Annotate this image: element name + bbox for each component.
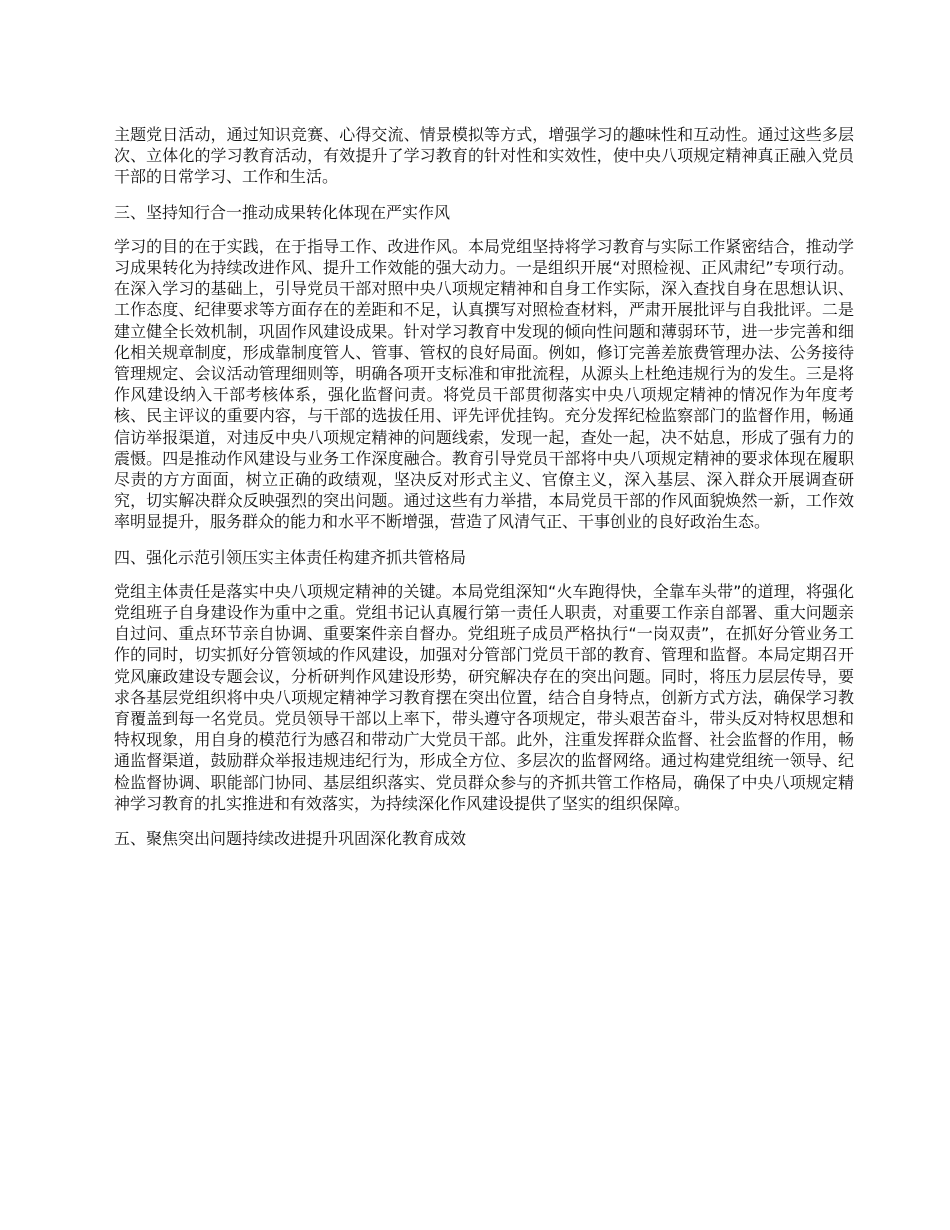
heading-section-5: 五、聚焦突出问题持续改进提升巩固深化教育成效 [114,829,467,849]
paragraph-study-activities: 主题党日活动，通过知识竞赛、心得交流、情景模拟等方式，增强学习的趣味性和互动性。通过这些多层次、立体化的学习教育活动，有效提升了学习教育的针对性和实效性，使中央八项规定精神真正融入党员干部的日常学习、工作和生活。 [114,125,854,187]
heading-section-3: 三、坚持知行合一推动成果转化体现在严实作风 [114,202,451,222]
heading-section-4: 四、强化示范引领压实主体责任构建齐抓共管格局 [114,547,467,567]
document-page [114,124,854,849]
paragraph-section-4-body: 党组主体责任是落实中央八项规定精神的关键。本局党组深知“火车跑得快，全靠车头带”的道理，将强化党组班子自身建设作为重中之重。党组书记认真履行第一责任人职责，对重要工作亲自部署、重大问题亲自过问、重点环节亲自协调、重要案件亲自督办。党组班子成员严格执行“一岗双责”，在抓好分管业务工作的同时，切实抓好分管领域的作风建设，加强对分管部门党员干部的教育、管理和监督。本局定期召开党风廉政建设专题会议，分析研判作风建设形势，研究解决存在的突出问题。同时，将压力层层传导，要求各基层党组织将中央八项规定精神学习教育摆在突出位置，结合自身特点，创新方式方法，确保学习教育覆盖到每一名党员。党员领导干部以上率下，带头遵守各项规定，带头艰苦奋斗，带头反对特权思想和特权现象，用自身的模范行为感召和带动广大党员干部。此外，注重发挥群众监督、社会监督的作用，畅通监督渠道，鼓励群众举报违规违纪行为，形成全方位、多层次的监督网络。通过构建党组统一领导、纪检监督协调、职能部门协同、基层组织落实、党员群众参与的齐抓共管工作格局，确保了中央八项规定精神学习教育的扎实推进和有效落实，为持续深化作风建设提供了坚实的组织保障。 [114,581,854,813]
paragraph-section-3-body: 学习的目的在于实践，在于指导工作、改进作风。本局党组坚持将学习教育与实际工作紧密结合，推动学习成果转化为持续改进作风、提升工作效能的强大动力。一是组织开展“对照检视、正风肃纪”专项行动。在深入学习的基础上，引导党员干部对照中央八项规定精神和自身工作实际，深入查找自身在思想认识、工作态度、纪律要求等方面存在的差距和不足，认真撰写对照检查材料，严肃开展批评与自我批评。二是建立健全长效机制，巩固作风建设成果。针对学习教育中发现的倾向性问题和薄弱环节，进一步完善和细化相关规章制度，形成靠制度管人、管事、管权的良好局面。例如，修订完善差旅费管理办法、公务接待管理规定、会议活动管理细则等，明确各项开支标准和审批流程，从源头上杜绝违规行为的发生。三是将作风建设纳入干部考核体系，强化监督问责。将党员干部贯彻落实中央八项规定精神的情况作为年度考核、民主评议的重要内容，与干部的选拔任用、评先评优挂钩。充分发挥纪检监察部门的监督作用，畅通信访举报渠道，对违反中央八项规定精神的问题线索，发现一起，查处一起，决不姑息，形成了强有力的震慑。四是推动作风建设与业务工作深度融合。教育引导党员干部将中央八项规定精神的要求体现在履职尽责的方方面面，树立正确的政绩观，坚决反对形式主义、官僚主义，深入基层、深入群众开展调查研究，切实解决群众反映强烈的突出问题。通过这些有力举措，本局党员干部的作风面貌焕然一新，工作效率明显提升，服务群众的能力和水平不断增强，营造了风清气正、干事创业的良好政治生态。 [114,236,854,532]
